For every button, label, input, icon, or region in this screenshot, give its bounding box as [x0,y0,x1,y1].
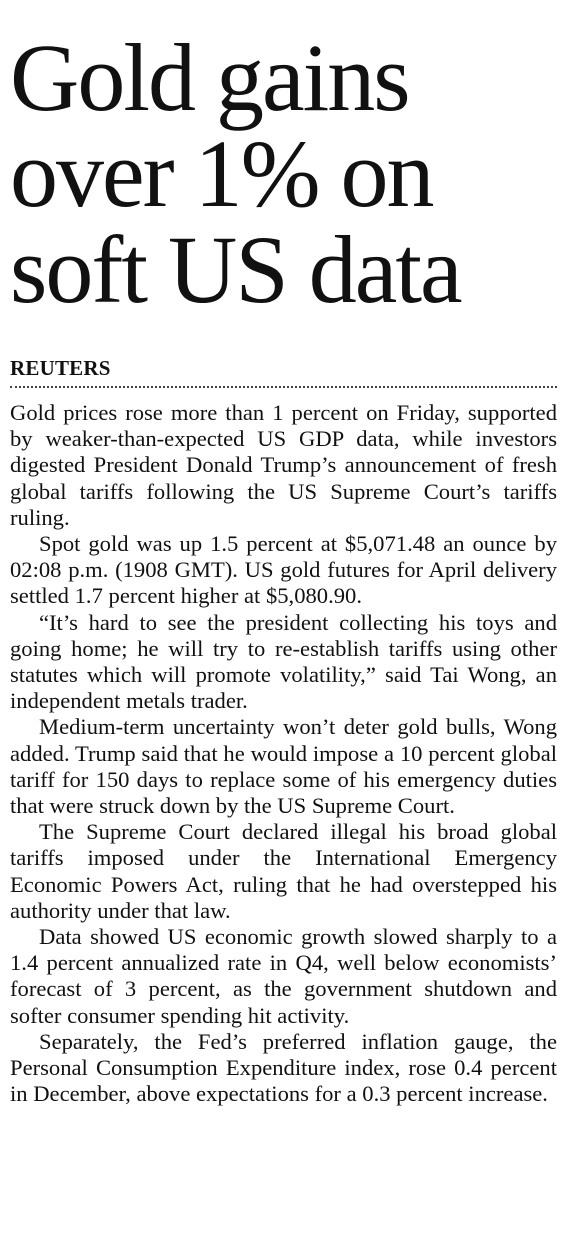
paragraph: The Supreme Court declared illegal his broad global tariffs imposed under the International Emergency Economic Powers Act, ruling that he had overstepped his authority under that law. [10,819,557,923]
headline [10,0,557,323]
headline-line: over 1% on [10,120,433,227]
headline-line: Gold gains [10,24,409,131]
article-body [10,400,557,1107]
paragraph: Medium-term uncertainty won’t deter gold bulls, Wong added. Trump said that he would impose a 10 percent global tariff for 150 days to replace some of his emergency duties that were struck down by the US Supreme Court. [10,714,557,819]
paragraph: Spot gold was up 1.5 percent at $5,071.48 an ounce by 02:08 p.m. (1908 GMT). US gold futures for April delivery settled 1.7 percent higher at $5,080.90. [10,531,557,609]
paragraph: Gold prices rose more than 1 percent on Friday, supported by weaker-than-expected US GDP data, while investors digested President Donald Trump’s announcement of fresh global tariffs following the US Supreme Court’s tariffs ruling. [10,400,557,530]
paragraph: Separately, the Fed’s preferred inflation gauge, the Personal Consumption Expenditure index, rose 0.4 percent in December, above expectations for a 0.3 percent increase. [10,1028,557,1107]
byline: REUTERS [10,356,111,380]
headline-line: soft US data [10,216,461,323]
paragraph: “It’s hard to see the president collecting his toys and going home; he will try to re-establish tariffs using other statutes which will promote volatility,” said Tai Wong, an independent metals trader. [10,609,557,714]
paragraph: Data showed US economic growth slowed sharply to a 1.4 percent annualized rate in Q4, well below economists’ forecast of 3 percent, as the government shutdown and softer consumer spending hit activity. [10,924,557,1028]
dotted-divider [10,386,557,388]
